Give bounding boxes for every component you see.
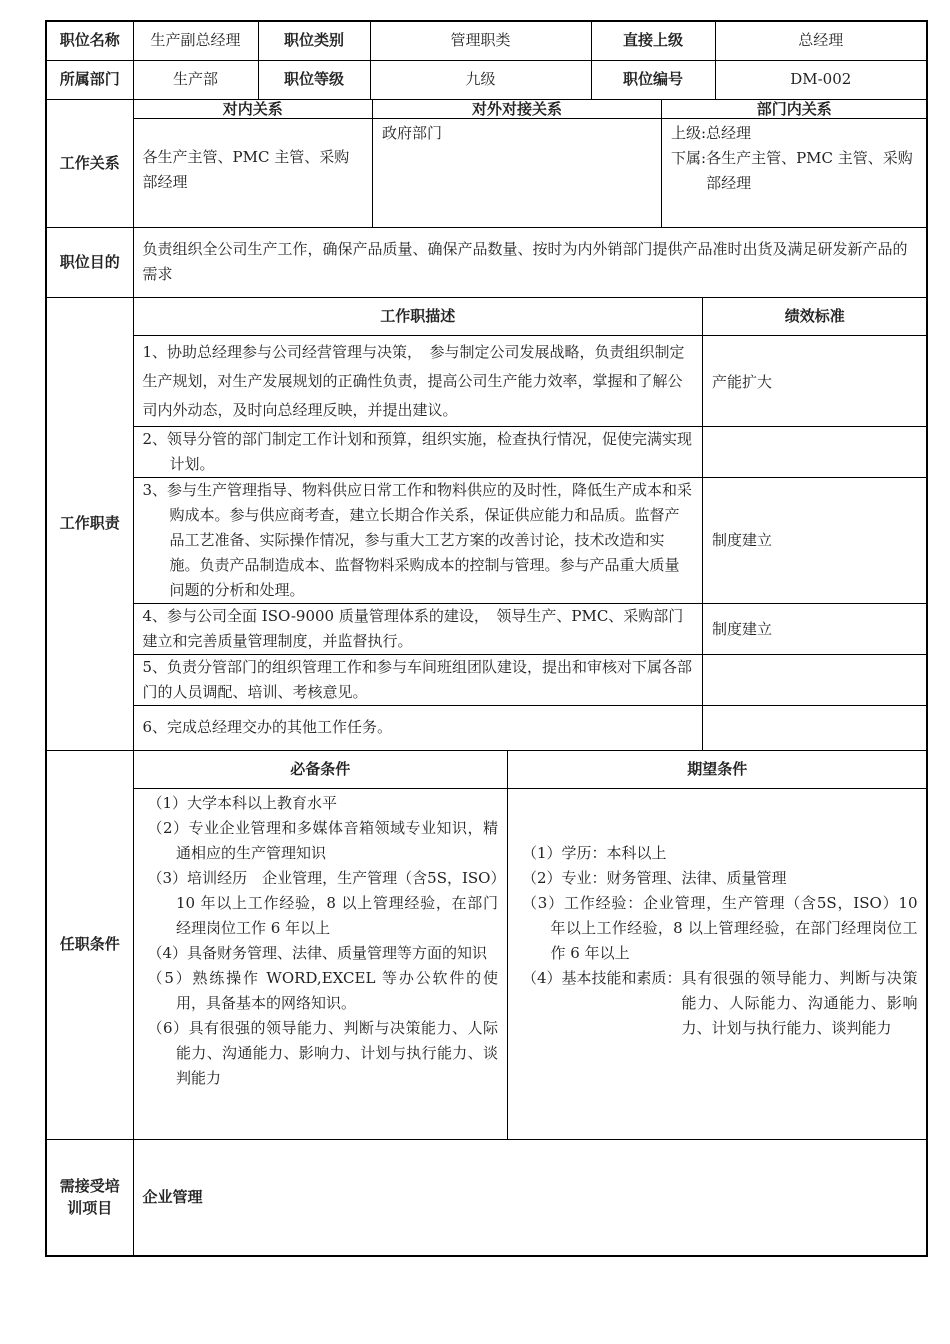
purpose-label: 职位目的: [46, 227, 133, 297]
required-item: （4）具备财务管理、法律、质量管理等方面的知识: [147, 944, 488, 962]
duty-standard: [703, 427, 927, 478]
code-value: DM-002: [715, 60, 927, 99]
department-value: 生产部: [133, 60, 258, 99]
expected-item: [522, 966, 918, 1041]
expected-list: [508, 789, 927, 1139]
department-label: 所属部门: [46, 60, 133, 99]
training-label: 需接受培训项目: [46, 1139, 133, 1256]
duty-item: 5、负责分管部门的组织管理工作和参与车间班组团队建设，提出和审核对下属各部门的人员调配、培训、考核意见。: [134, 655, 703, 706]
dept-relations-header: 部门内关系: [662, 100, 927, 119]
position-name-value: 生产副总经理: [133, 21, 258, 60]
dept-superior: 上级:总经理: [671, 124, 752, 142]
training-text: 企业管理: [133, 1139, 927, 1256]
dept-relations-cell: [662, 119, 927, 227]
duty-standard: 制度建立: [703, 478, 927, 604]
required-list: [134, 789, 508, 1139]
grade-label: 职位等级: [258, 60, 370, 99]
duty-item: 6、完成总经理交办的其他工作任务。: [134, 706, 703, 750]
dept-subordinate-text: 各生产主管、PMC 主管、采购部经理: [706, 149, 913, 192]
qualifications-label: 任职条件: [46, 750, 133, 1139]
duty-desc-header: 工作职描述: [134, 298, 703, 336]
position-type-label: 职位类别: [258, 21, 370, 60]
duty-item: 4、参与公司全面 ISO-9000 质量管理体系的建设， 领导生产、PMC、采购部门建立和完善质量管理制度，并监督执行。: [134, 604, 703, 655]
relations-label: 工作关系: [46, 99, 133, 227]
duty-item: 1、协助总经理参与公司经营管理与决策， 参与制定公司发展战略，负责组织制定生产规划，对生产发展规划的正确性负责，提高公司生产能力效率，掌握和了解公司内外动态，及时向总经理反映，并提出建议。: [134, 336, 703, 427]
required-item: （5）熟练操作 WORD,EXCEL 等办公软件的使用，具备基本的网络知识。: [147, 969, 498, 1012]
duty-standard: [703, 655, 927, 706]
duty-standard: 产能扩大: [703, 336, 927, 427]
expected-header: 期望条件: [508, 751, 927, 789]
dept-subordinate-prefix: 下属:: [671, 149, 707, 167]
job-table: [45, 20, 928, 1257]
required-item: （6）具有很强的领导能力、判断与决策能力、人际能力、沟通能力、影响力、计划与执行能力、谈判能力: [147, 1019, 498, 1087]
expected-item-text: 具有很强的领导能力、判断与决策能力、人际能力、沟通能力、影响力、计划与执行能力、谈判能力: [681, 969, 918, 1037]
grade-value: 九级: [370, 60, 591, 99]
purpose-text: 负责组织全公司生产工作，确保产品质量、确保产品数量、按时为内外销部门提供产品准时出货及满足研发新产品的需求: [133, 227, 927, 297]
duty-item: 2、领导分管的部门制定工作计划和预算，组织实施，检查执行情况，促使完满实现计划。: [134, 427, 703, 478]
expected-item-prefix: （4）基本技能和素质：: [522, 969, 682, 987]
dept-subordinate: [671, 146, 918, 196]
qualifications-cell: [133, 750, 927, 1139]
internal-relations-header: 对内关系: [134, 100, 373, 119]
job-description-form: [45, 20, 926, 1257]
superior-value: 总经理: [715, 21, 927, 60]
duty-standard: [703, 706, 927, 750]
internal-relations-text: 各生产主管、PMC 主管、采购部经理: [134, 119, 373, 227]
duties-label: 工作职责: [46, 297, 133, 750]
code-label: 职位编号: [591, 60, 715, 99]
expected-item: （1）学历：本科以上: [522, 844, 667, 862]
required-item: （1）大学本科以上教育水平: [147, 794, 338, 812]
duty-item: 3、参与生产管理指导、物料供应日常工作和物料供应的及时性，降低生产成本和采购成本。参与供应商考查，建立长期合作关系，保证供应能力和品质。监督产品工艺准备、实际操作情况，参与重大工艺方案的改善讨论，技术改造和实施。负责产品制造成本、监督物料采购成本的控制与管理。参与产品重大质量问题的分析和处理。: [134, 478, 703, 604]
expected-item: （2）专业：财务管理、法律、质量管理: [522, 869, 787, 887]
duty-std-header: 绩效标准: [703, 298, 927, 336]
duties-cell: [133, 297, 927, 750]
duty-standard: 制度建立: [703, 604, 927, 655]
position-type-value: 管理职类: [370, 21, 591, 60]
external-relations-header: 对外对接关系: [373, 100, 662, 119]
superior-label: 直接上级: [591, 21, 715, 60]
position-name-label: 职位名称: [46, 21, 133, 60]
required-item: （2）专业企业管理和多媒体音箱领域专业知识，精通相应的生产管理知识: [147, 819, 498, 862]
expected-item: （3）工作经验：企业管理，生产管理（含5S，ISO）10 年以上工作经验，8 以上管理经验，在部门经理岗位工作 6 年以上: [522, 894, 918, 962]
relations-cell: [133, 99, 927, 227]
external-relations-text: 政府部门: [373, 119, 662, 227]
required-item: （3）培训经历 企业管理，生产管理（含5S，ISO）10 年以上工作经验，8 以上管理经验，在部门经理岗位工作 6 年以上: [147, 869, 498, 937]
required-header: 必备条件: [134, 751, 508, 789]
